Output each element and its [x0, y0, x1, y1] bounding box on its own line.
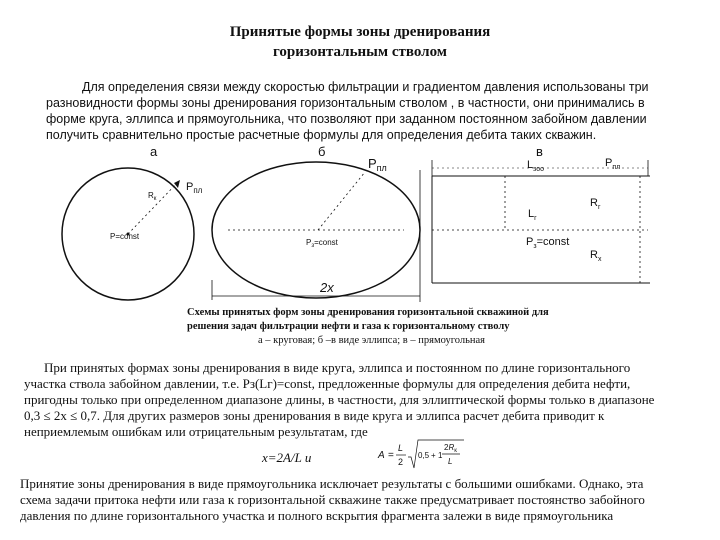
formula-one: 1 — [438, 451, 443, 460]
conclusion-line-3: давления по длине горизонтального участка и полного вскрытия фрагмента залежи в виде прямоугольника — [20, 508, 614, 523]
formula-den-l: L — [448, 457, 453, 466]
body-line-4: 0,3 ≤ 2x ≤ 0,7. Для других размеров зоны дренирования в виде круга и эллипса расчет дебита приводит к — [24, 408, 605, 423]
formula-x-text: x=2A/L и — [262, 450, 312, 465]
title-line-1: Принятые формы зоны дренирования — [229, 24, 491, 40]
circle-r-label: $R_к$ — [148, 191, 157, 202]
caption-line-2: решения задач фильтрации нефти и газа к горизонтальному стволу — [187, 321, 510, 332]
label-b: б — [318, 144, 326, 159]
formula-a-expression — [376, 436, 466, 476]
body-line-2: участка ствола забойном давлении, т.е. Pз(Lг)=const, предложенные формулы для определения дебита нефти, — [24, 376, 631, 391]
caption-line-3: а – круговая; б –в виде эллипса; в – прямоугольная — [258, 335, 485, 346]
rect-rbottom-label: $R_х$ — [590, 249, 602, 263]
ellipse-pconst-label: $P_з=const$ — [306, 238, 338, 249]
circle-ppl-label: $P_{пл}$ — [186, 181, 203, 195]
conclusion-line-2: схема задачи притока нефти или газа к горизонтальной скважине также предусматривает постоянство забойного — [20, 492, 645, 507]
formula-den-2: 2 — [398, 457, 404, 467]
label-a: а — [150, 144, 158, 159]
formula-half: 0,5 — [418, 451, 430, 460]
formula-lhs: A — [378, 450, 385, 461]
conclusion-line-1: Принятие зоны дренирования в виде прямоугольника исключает результаты с большими ошибками. Однако, эта — [20, 476, 644, 491]
formula-2rk: $2R_к$ — [444, 443, 457, 454]
body-line-5: неприемлемым ошибкам или отрицательным результатам, где — [24, 424, 368, 439]
title-line-2: горизонтальным стволом — [272, 44, 448, 60]
intro-line-1: Для определения связи между скоростью фильтрации и градиентом давления использованы три — [82, 80, 649, 94]
intro-line-3: форме круга, эллипса и прямоугольника, что позволяют при заданном постоянном забойном давлении — [46, 112, 647, 126]
circle-radius — [128, 180, 180, 234]
ellipse-ppl-label: $P_{пл}$ — [368, 156, 387, 173]
rect-lmid-label: $L_г$ — [528, 208, 537, 222]
intro-line-4: получить сравнительно простые расчетные формулы для определения дебита таких скважин. — [46, 128, 597, 142]
ellipse-radius — [318, 172, 365, 230]
formula-num-l: L — [398, 443, 404, 453]
circle-pconst-label: P=const — [110, 232, 140, 241]
body-line-3: пригодны только при определенном диапазоне длины, в частности, для эллиптической формы только в диапазоне — [24, 392, 655, 407]
rect-rtop-label: $R_г$ — [590, 197, 601, 211]
intro-line-2: разновидности формы зоны дренирования горизонтальным стволом , в частности, они принимались в — [46, 96, 645, 110]
rect-pconst-label: $P_з=const$ — [526, 236, 570, 250]
drainage-schemes-figure — [0, 140, 720, 305]
rect-ppl-label: $P_{пл}$ — [605, 157, 621, 171]
formula-eq: = — [388, 450, 394, 461]
body-line-1: При принятых формах зоны дренирования в виде круга, эллипса и постоянном по длине горизонтального — [44, 360, 631, 375]
ellipse-2x-label: 2x — [320, 280, 334, 295]
label-v: в — [536, 144, 543, 159]
rect-ltop-label: $L_{зоо}$ — [527, 159, 545, 173]
caption-line-1: Схемы принятых форм зоны дренирования горизонтальной скважиной для — [187, 307, 549, 318]
formula-plus: + — [431, 451, 436, 460]
